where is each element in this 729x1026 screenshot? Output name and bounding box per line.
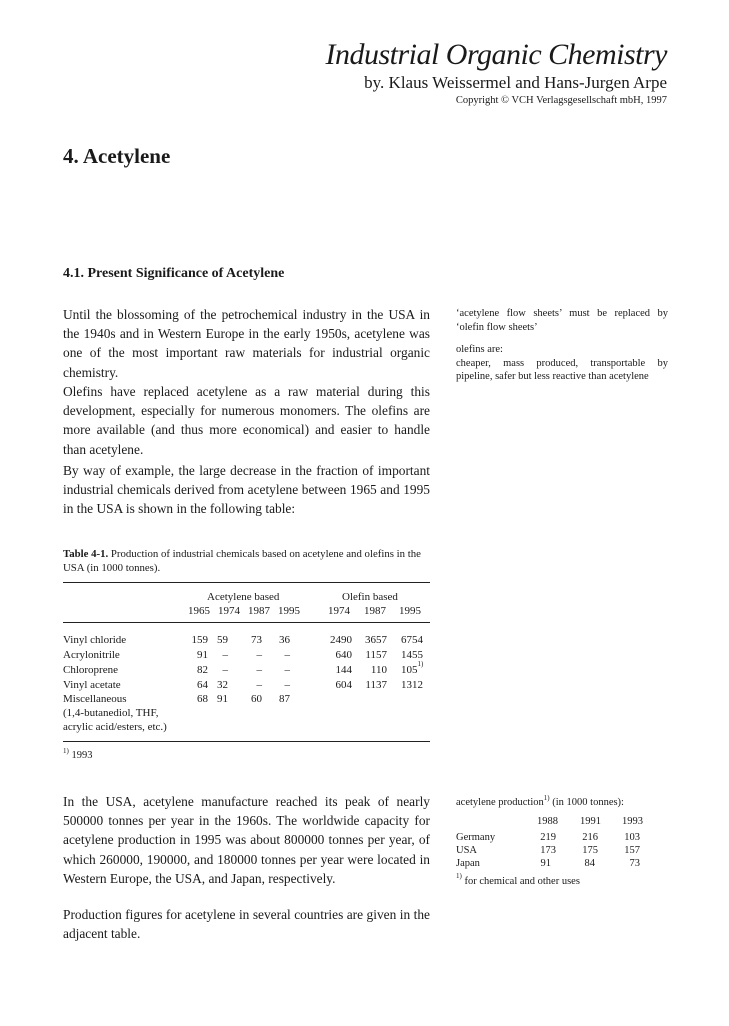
cell: 1137: [365, 679, 387, 691]
cell: 1157: [365, 649, 387, 661]
side-table-footnote: [456, 872, 580, 888]
side-year-2: 1991: [580, 816, 601, 827]
cell: 91: [197, 649, 208, 661]
cell: –: [284, 679, 290, 691]
cell: 68: [197, 693, 208, 705]
paragraph-2: Olefins have replaced acetylene as a raw material during this development, especially for numerous monomers. The olefins are more available (and thus more economical) and easier to handle than acetylene.: [63, 384, 430, 457]
side-caption-mark: 1): [543, 794, 550, 802]
cell: 1312: [401, 679, 423, 691]
cell: 87: [279, 693, 290, 705]
table-group-acetylene: Acetylene based: [207, 591, 280, 603]
table-bottom-rule: [63, 741, 430, 742]
table-label: Table 4-1.: [63, 548, 109, 560]
row-name: Vinyl chloride: [63, 634, 127, 646]
section-title: 4.1. Present Significance of Acetylene: [63, 266, 285, 281]
year-acetylene-1: 1965: [188, 605, 210, 617]
side-footnote-text: for chemical and other uses: [464, 876, 580, 887]
cell: 144: [335, 664, 352, 676]
row-name: Chloroprene: [63, 664, 118, 676]
side-cell: 219: [540, 832, 556, 843]
misc-note-line-2: acrylic acid/esters, etc.): [63, 721, 167, 733]
side-cell: 175: [582, 845, 598, 856]
year-olefin-2: 1987: [364, 605, 386, 617]
side-cell: 157: [624, 845, 640, 856]
footnote-mark: 1): [417, 660, 424, 668]
paragraph-4: In the USA, acetylene manufacture reached its peak of nearly 500000 tonnes per year in the 1960s. The worldwide capacity for acetylene production in 1995 was about 800000 tonnes per year, of which 260000, 190000, and 180000 tonnes per year were located in Western Europe, the USA, and Japan, respectively.: [63, 794, 430, 886]
row-name: Miscellaneous: [63, 693, 127, 705]
cell: 110: [370, 664, 387, 676]
margin-note-olefins-body: cheaper, mass produced, transportable by pipeline, safer but less reactive than acetylene: [456, 357, 668, 383]
cell: –: [256, 649, 262, 661]
cell: 159: [191, 634, 208, 646]
side-table-caption: [456, 794, 624, 808]
year-acetylene-4: 1995: [278, 605, 300, 617]
side-country: Germany: [456, 832, 496, 843]
table-group-olefin: Olefin based: [342, 591, 398, 603]
cell: [401, 660, 424, 677]
year-olefin-1: 1974: [328, 605, 350, 617]
table-footnote-text: 1993: [71, 750, 93, 761]
table-footnote: [63, 747, 93, 761]
margin-note-olefins: [456, 343, 668, 384]
side-caption-pre: acetylene production: [456, 797, 544, 808]
cell: 640: [335, 649, 352, 661]
table-top-rule: [63, 582, 430, 583]
cell: 91: [217, 693, 228, 705]
year-olefin-3: 1995: [399, 605, 421, 617]
table-caption-text: Production of industrial chemicals based on acetylene and olefins in the USA (in 1000 tonnes).: [63, 548, 421, 574]
side-cell: 216: [582, 832, 598, 843]
cell: 2490: [330, 634, 352, 646]
side-cell: 103: [624, 832, 640, 843]
misc-note-line-1: (1,4-butanediol, THF,: [63, 707, 159, 719]
cell: –: [284, 664, 290, 676]
side-cell: 73: [629, 858, 640, 869]
margin-note-flow-sheets: ‘acetylene flow sheets’ must be replaced by ‘olefin flow sheets’: [456, 308, 668, 333]
paragraph-5: Production figures for acetylene in several countries are given in the adjacent table.: [63, 907, 430, 942]
paragraph-1: Until the blossoming of the petrochemical industry in the USA in the 1940s and in Western Europe in the early 1950s, acetylene was one of the most important raw materials for industrial organic chemistry.: [63, 307, 430, 380]
cell: 59: [217, 634, 228, 646]
table-header-rule: [63, 622, 430, 623]
side-country: USA: [456, 845, 478, 856]
side-footnote-mark: 1): [456, 872, 462, 880]
cell: 1455: [401, 649, 423, 661]
cell: –: [256, 664, 262, 676]
row-name: Acrylonitrile: [63, 649, 120, 661]
margin-note-olefins-title: olefins are:: [456, 344, 503, 355]
side-year-1: 1988: [537, 816, 558, 827]
cell: 82: [197, 664, 208, 676]
copyright-line: Copyright © VCH Verlagsgesellschaft mbH, 1997: [455, 95, 667, 106]
row-name: Vinyl acetate: [63, 679, 121, 691]
table-footnote-mark: 1): [63, 747, 69, 755]
cell: –: [222, 649, 228, 661]
side-cell: 91: [540, 858, 551, 869]
cell: 60: [251, 693, 262, 705]
side-country: Japan: [456, 858, 480, 869]
side-caption-post: (in 1000 tonnes):: [549, 797, 624, 808]
book-title: Industrial Organic Chemistry: [325, 38, 667, 71]
cell: 73: [251, 634, 262, 646]
side-cell: 173: [540, 845, 556, 856]
side-cell: 84: [584, 858, 595, 869]
table-caption: [63, 547, 430, 575]
chapter-title: 4. Acetylene: [63, 144, 171, 168]
cell-value: 105: [401, 664, 418, 676]
cell: 32: [217, 679, 228, 691]
year-acetylene-2: 1974: [218, 605, 240, 617]
cell: 3657: [365, 634, 387, 646]
book-authors: by. Klaus Weissermel and Hans-Jurgen Arpe: [364, 73, 667, 92]
cell: –: [284, 649, 290, 661]
cell: 36: [279, 634, 290, 646]
cell: 604: [335, 679, 352, 691]
year-acetylene-3: 1987: [248, 605, 270, 617]
paragraph-3: By way of example, the large decrease in the fraction of important industrial chemicals derived from acetylene between 1965 and 1995 in the USA is shown in the following table:: [63, 463, 430, 517]
cell: 64: [197, 679, 208, 691]
cell: –: [222, 664, 228, 676]
cell: 6754: [401, 634, 423, 646]
side-year-3: 1993: [622, 816, 643, 827]
cell: –: [256, 679, 262, 691]
